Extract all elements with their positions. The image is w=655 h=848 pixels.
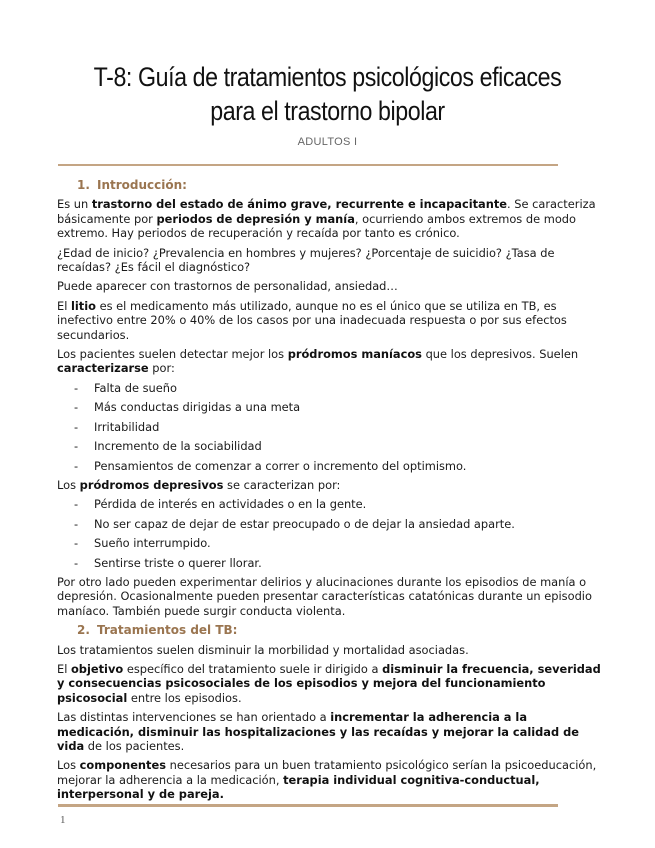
list-item: - Irritabilidad [57,420,602,434]
intro-paragraph-4: El litio es el medicamento más utilizado, aunque no es el único que se utiliza en TB, es inefectivo entre 20% o 40% de los casos por una inadecuada respuesta o por sus efectos secundarios. [57,298,567,342]
section-heading-treatments: 2. Tratamientos del TB: [77,623,238,638]
list-item: - Pensamientos de comenzar a correr o incremento del optimismo. [57,459,602,473]
intro-paragraph-6: Los pródromos depresivos se caracterizan por: [57,477,341,492]
document-body [57,176,602,807]
manic-prodromes-list [57,381,602,473]
footer-divider [58,804,558,807]
intro-paragraph-7: Por otro lado pueden experimentar delirios y alucinaciones durante los episodios de manía o depresión. Ocasionalmente pueden presentar características catatónicas durante un episodio maníaco. También puede surgir conducta violenta. [57,574,592,618]
list-item: - Sueño interrumpido. [57,536,602,550]
list-item: - Pérdida de interés en actividades o en la gente. [57,497,602,511]
header-divider [58,164,558,166]
treatments-paragraph-3: Las distintas intervenciones se han orientado a incrementar la adherencia a la medicación, disminuir las hospitalizaciones y las recaídas y mejorar la calidad de vida de los pacientes. [57,710,579,753]
title-line-1: T-8: Guía de tratamientos psicológicos eficaces [93,62,562,92]
intro-paragraph-5: Los pacientes suelen detectar mejor los pródromos maníacos que los depresivos. Suelen caracterizarse por: [57,347,579,376]
intro-paragraph-2: ¿Edad de inicio? ¿Prevalencia en hombres y mujeres? ¿Porcentaje de suicidio? ¿Tasa de recaídas? ¿Es fácil el diagnóstico? [57,245,555,275]
intro-paragraph-1: Es un trastorno del estado de ánimo grave, recurrente e incapacitante. Se caracteriza básicamente por periodos de depresión y manía, ocurriendo ambos extremos de modo extremo. Hay periodos de recuperación y recaída por tanto es crónico. [57,197,596,241]
page-subtitle: ADULTOS I [297,136,358,148]
treatments-paragraph-4: Los componentes necesarios para un buen tratamiento psicológico serían la psicoeducación, mejorar la adherencia a la medicación, terapia individual cognitiva-conductual, interpersonal y de pareja. [57,758,597,802]
page-number: 1 [60,814,66,826]
treatments-paragraph-2: El objetivo específico del tratamiento suele ir dirigido a disminuir la frecuencia, severidad y consecuencias psicosociales de los episodios y mejora del funcionamiento psicosocial entre los episodios. [57,661,601,705]
list-item: - Más conductas dirigidas a una meta [57,400,602,414]
intro-paragraph-3: Puede aparecer con trastornos de personalidad, ansiedad… [57,279,398,294]
page-title [46,60,609,128]
list-item: - No ser capaz de dejar de estar preocupado o de dejar la ansiedad aparte. [57,517,602,531]
treatments-paragraph-1: Los tratamientos suelen disminuir la morbilidad y mortalidad asociadas. [57,642,469,657]
depressive-prodromes-list [57,497,602,570]
list-item: - Falta de sueño [57,381,602,395]
list-item: - Incremento de la sociabilidad [57,439,602,453]
list-item: - Sentirse triste o querer llorar. [57,556,602,570]
title-line-2: para el trastorno bipolar [210,96,445,126]
section-heading-intro: 1. Introducción: [77,178,187,192]
